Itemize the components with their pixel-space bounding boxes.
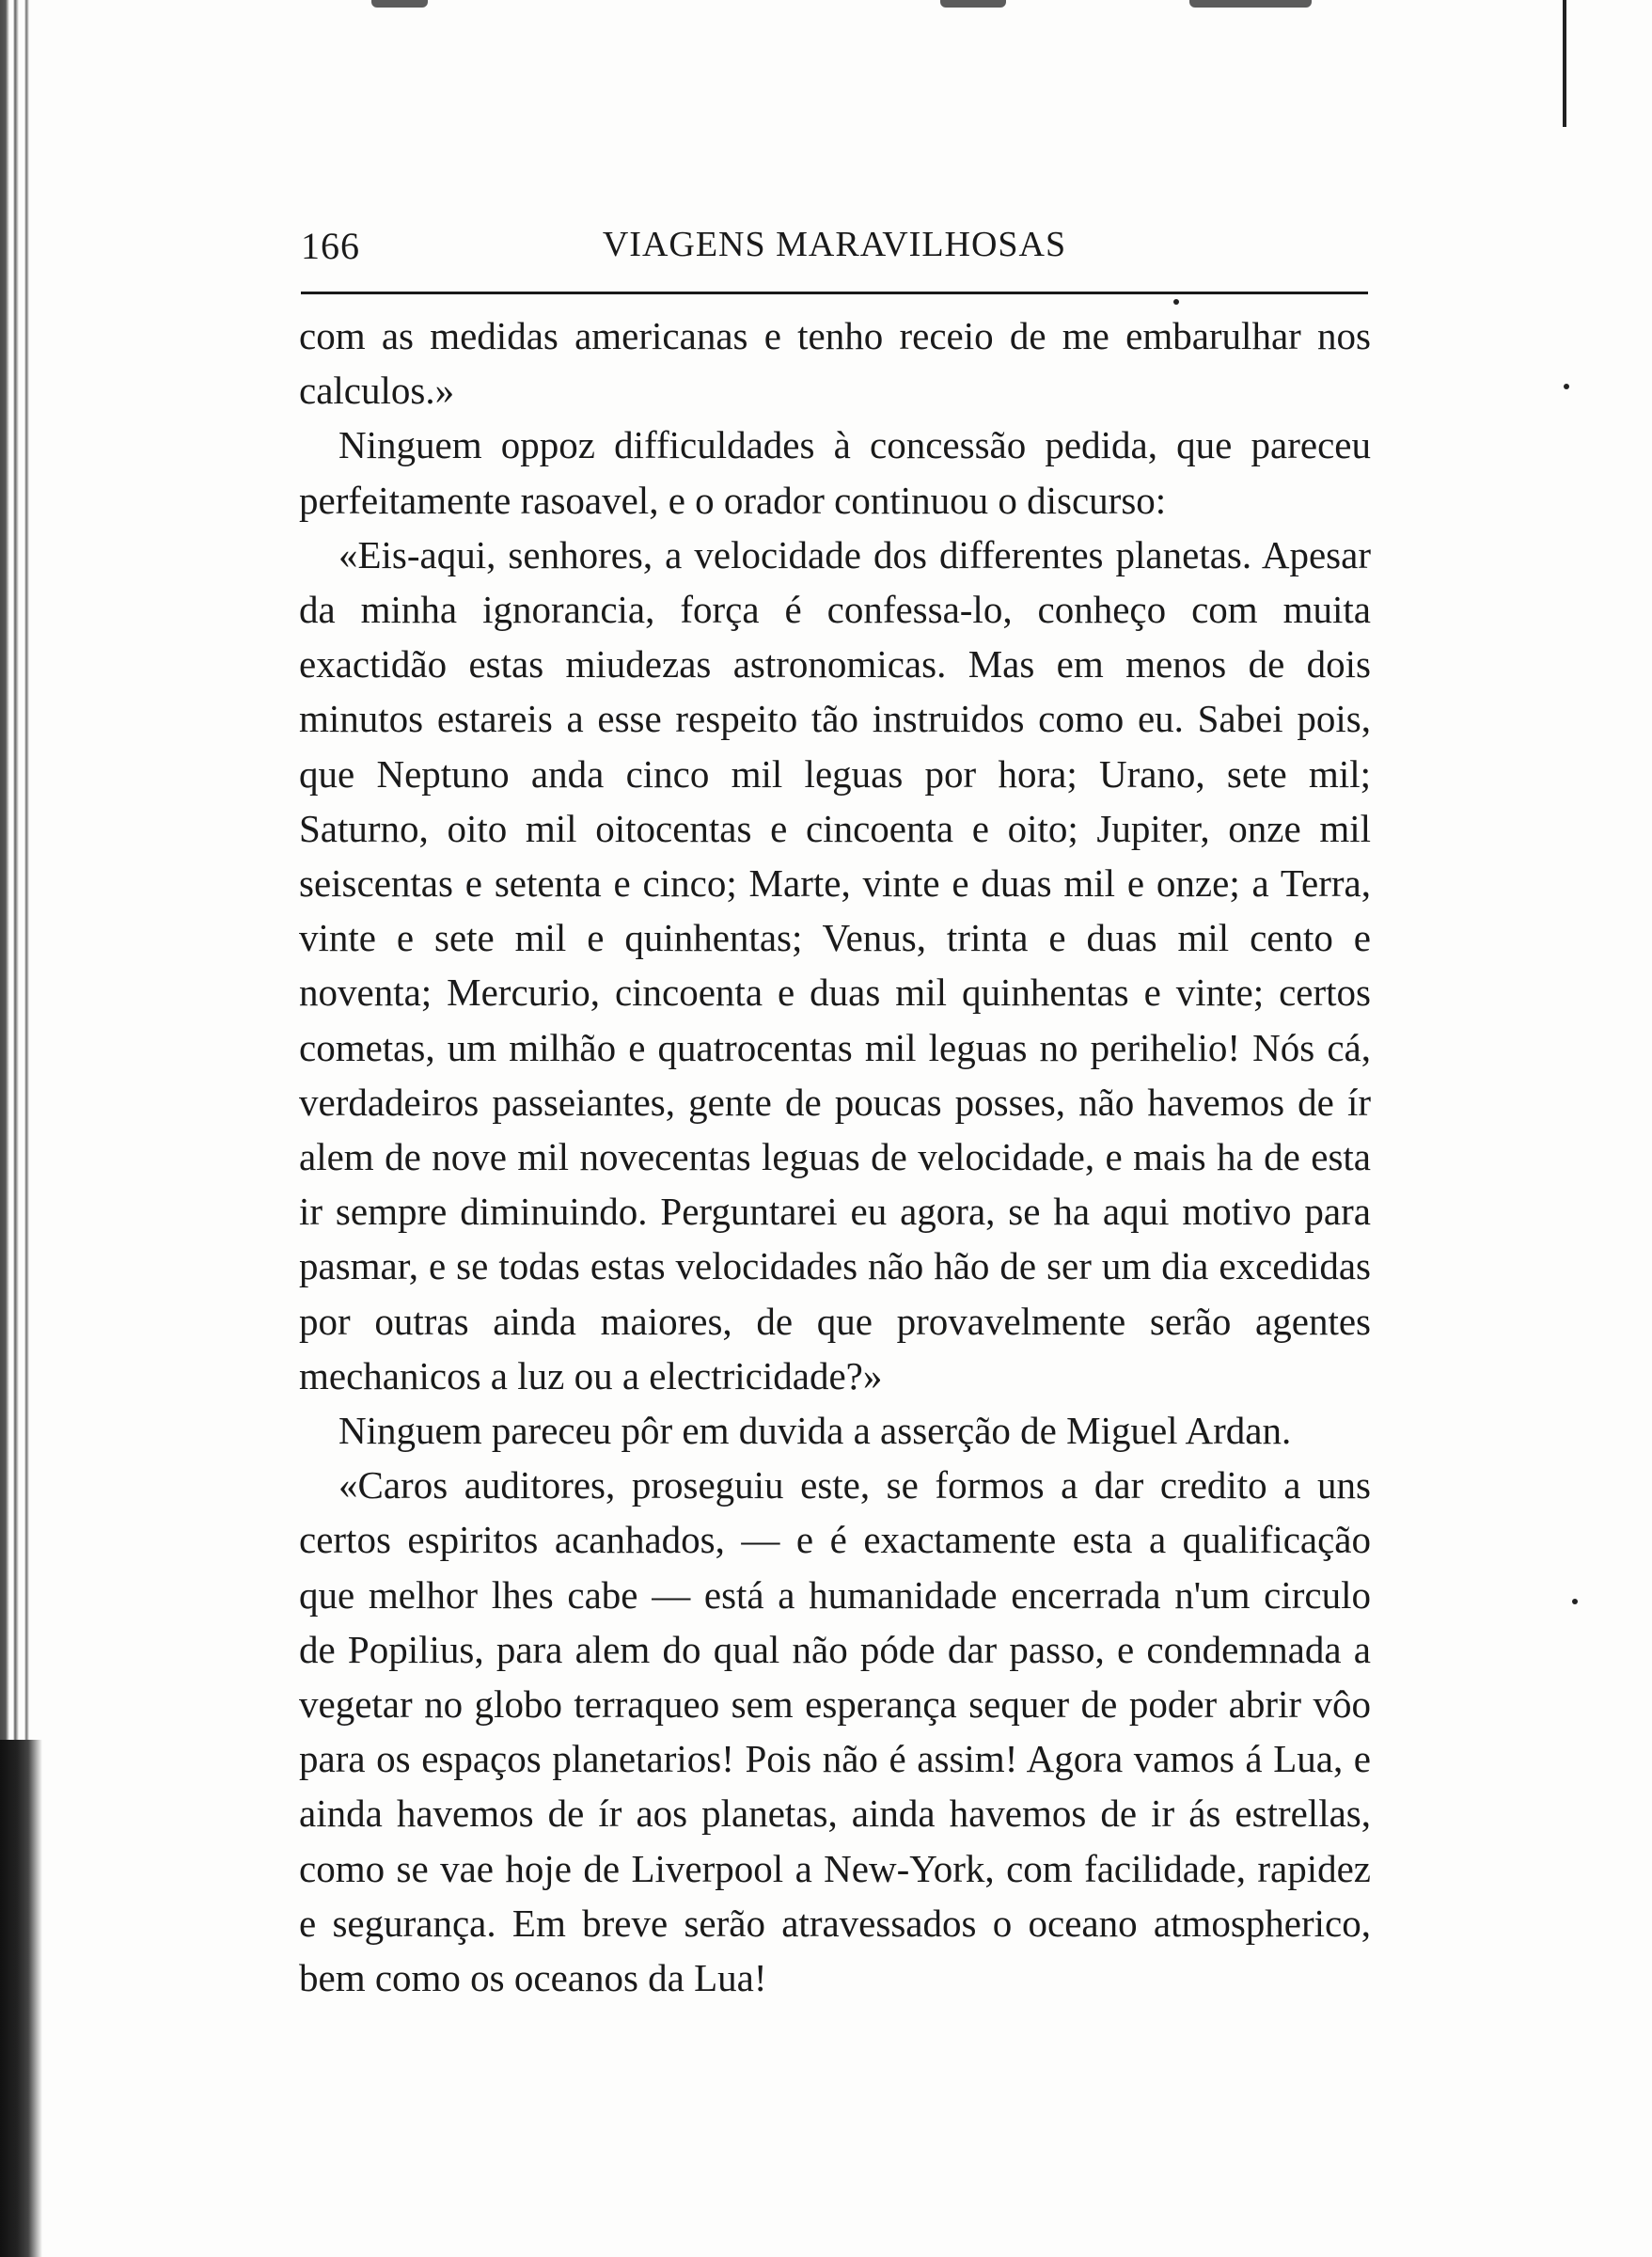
- page-edge-mark: [1563, 0, 1566, 127]
- binding-shadow: [0, 1740, 42, 2257]
- page-number: 166: [301, 225, 360, 267]
- scan-smudge: [940, 0, 1006, 8]
- scan-smudge: [1189, 0, 1312, 8]
- scan-smudge: [371, 0, 428, 8]
- ink-speck: [1572, 1599, 1578, 1604]
- paragraph: com as medidas americanas e tenho receio de me embarulhar nos calculos.»: [299, 314, 1371, 413]
- running-title: VIAGENS MARAVILHOSAS: [602, 225, 1067, 264]
- running-header: [301, 224, 1368, 280]
- ink-speck: [1564, 384, 1569, 389]
- header-rule: [301, 292, 1368, 294]
- ink-speck: [1173, 299, 1179, 305]
- body-text: [299, 308, 1371, 2005]
- paragraph: «Caros auditores, proseguiu este, se formos a dar credito a uns certos espiritos acanhados, — e é exactamente esta a qualificação que melhor lhes cabe — está a humanidade encerrada n'um circulo de Popilius, para alem do qual não póde dar passo, e condemnada a vegetar no globo terraqueo sem esperança sequer de poder abrir vôo para os espaços planetarios! Pois não é assim! Agora vamos á Lua, e ainda havemos de ír aos planetas, ainda havemos de ir ás estrellas, como se vae hoje de Liverpool a New-York, com facilidade, rapidez e segurança. Em breve serão atravessados o oceano atmospherico, bem como os oceanos da Lua!: [299, 1463, 1371, 2000]
- paragraph: Ninguem pareceu pôr em duvida a asserção de Miguel Ardan.: [338, 1409, 1292, 1453]
- paragraph: Ninguem oppoz difficuldades à concessão pedida, que pareceu perfeitamente rasoavel, e o orador continuou o discurso:: [299, 423, 1371, 522]
- paragraph: «Eis-aqui, senhores, a velocidade dos differentes planetas. Apesar da minha ignorancia, força é confessa-lo, conheço com muita exactidão estas miudezas astronomicas. Mas em menos de dois minutos estareis a esse respeito tão instruidos como eu. Sabei pois, que Neptuno anda cinco mil leguas por hora; Urano, sete mil; Saturno, oito mil oitocentas e cincoenta e oito; Jupiter, onze mil seiscentas e setenta e cinco; Marte, vinte e duas mil e onze; a Terra, vinte e sete mil e quinhentas; Venus, trinta e duas mil cento e noventa; Mercurio, cincoenta e duas mil quinhentas e vinte; certos cometas, um milhão e quatrocentas mil leguas no perihelio! Nós cá, verdadeiros passeiantes, gente de poucas posses, não havemos de ír alem de nove mil novecentas leguas de velocidade, e mais ha de esta ir sempre diminuindo. Perguntarei eu agora, se ha aqui motivo para pasmar, e se todas estas velocidades não hão de ser um dia excedidas por outras ainda maiores, de que provavelmente serão agentes mechanicos a luz ou a electricidade?»: [299, 532, 1371, 1397]
